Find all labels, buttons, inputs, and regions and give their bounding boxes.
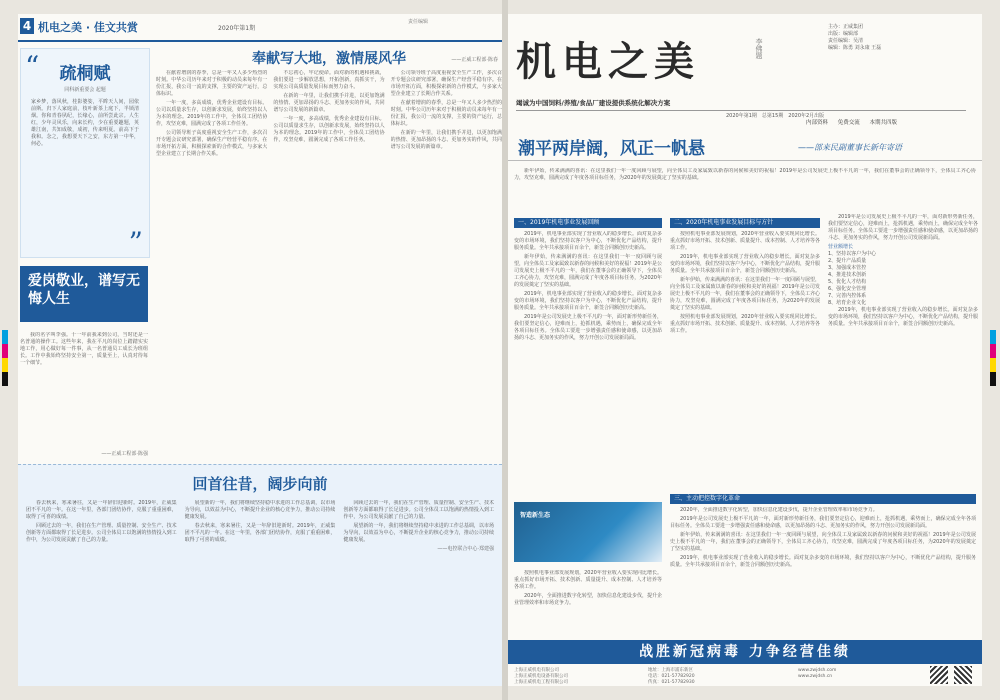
section-title: 三、主动把控数字化革命	[670, 494, 976, 504]
footer	[508, 666, 982, 686]
paragraph: 2019年是公司发展史上极不平凡的一年，面对新形势新任务，我们要坚定信心，迎难而上，抢抓机遇，乘势而上，确保完成全年各项目标任务。全体员工要进一步增强责任感和使命感，以更加昂扬的斗志、更加务实的作风，努力开创公司发展新局面。	[514, 314, 662, 341]
poem-author: 同科新重要会 起题	[64, 87, 106, 93]
quote-close-icon: ”	[128, 226, 143, 259]
paragraph: 新年伊始，传来满满的喜讯：在这里我们一年一度回顾与展望，向全体员工及家属致以新春的问候和美好的祝福！2019年是公司发展史上极不平凡的一年，我们在董事会的正确领导下，全体员工齐心协力，攻坚克难，圆满完成了年度各项目标任务，为2020年的发展奠定了坚实的基础。	[670, 277, 820, 311]
masthead	[508, 14, 982, 126]
paragraph: 在献着增润的春季，总是一年又人多少热烈的时刻。中华公司历年来对于积极的动员来每年有一份汇报，我公司一流的支撑，主要的资产运行，总体标识。	[156, 70, 268, 97]
paragraph: 回顾过去的一年，我们在生产管理、质量控制、安全生产、技术创新等方面都取得了长足进步。公司全体员工以饱满的热情投入到工作中，为公司发展贡献了自己的力量。	[26, 523, 177, 543]
paragraph: 我的名字叫李强。十一年前我来到公司，当时还是一名普通的操作工。这些年来，我在平凡的岗位上踏踏实实地工作，用心做好每一件事，从一名普通员工成长为班组长。工作中我始终坚持安全第一，质量至上，认真对待每一个细节。	[20, 332, 148, 366]
tab-internal: 内部资料	[806, 120, 829, 126]
masthead-credits	[828, 24, 978, 52]
section-body	[828, 214, 978, 484]
paragraph: 2019年是公司发展史上极不平凡的一年，面对新形势新任务，我们要坚定信心，迎难而上，抢抓机遇，乘势而上，确保完成全年各项目标任务。全体员工要进一步增强责任感和使命感，以更加昂扬的斗志、更加务实的作风，努力开创公司发展新局面。	[670, 516, 976, 529]
credit-line: 出版：编辑部	[828, 31, 859, 37]
paragraph: 2019年，机电事业部实现了营业收入的稳步增长。面对复杂多变的市场环境，我们坚持以客户为中心，不断优化产品结构，提升服务质量。全年共承接项目百余个，新签合同额创历史新高。	[828, 307, 978, 327]
article-byline: ——正威工程部·陈春	[451, 57, 498, 63]
list-item: 7、完善内控体系	[828, 293, 867, 299]
section-list	[828, 214, 978, 486]
paragraph: 按照机电事业部发展规划，2020年营业收入要实现同比增长。重点抓好市场开拓、技术创新、质量提升、成本控制、人才培养等各项工作。	[670, 314, 820, 334]
photo-caption: 智造新生态	[520, 512, 551, 519]
footer-contact	[648, 668, 695, 686]
lead-paragraph	[514, 168, 976, 210]
footer-line: 电话：021-57782920	[648, 674, 695, 679]
photo-article	[514, 570, 662, 636]
footer-line: 上海正威机电设备有限公司	[514, 674, 568, 679]
footer-link[interactable]: www.zwjdsh.com	[798, 668, 837, 673]
paragraph: 公司领导班子高度重视安全生产工作，多次召开专题会议研究部署，确保生产经营平稳有序。在市场开拓方面，积极探索新的合作模式，与多家大型企业建立了长期合作关系。	[390, 70, 502, 97]
footer-line: 地址：上海市浦东新区	[648, 668, 693, 673]
issue-info: 2020年第1期 总第15期 2020年2月出版	[726, 113, 825, 119]
paragraph: 展望新的一年，我们将继续坚持稳中求进的工作总基调，以市场为导向，以效益为中心，不断提升企业的核心竞争力，推动公司持续健康发展。	[184, 500, 336, 520]
lead-headline	[508, 132, 982, 161]
section-digital	[670, 490, 976, 638]
article-column-3	[343, 500, 494, 678]
article-column-2	[273, 70, 384, 410]
qr-code-icon	[930, 666, 948, 684]
paragraph: 2019年，机电事业部实现了营业收入的稳步增长。面对复杂多变的市场环境，我们坚持以客户为中心，不断优化产品结构，提升服务质量。全年共承接项目百余个，新签合同额创历史新高。	[670, 254, 820, 274]
section-body	[514, 231, 662, 481]
paragraph: 2019年，机电事业部实现了营业收入的稳步增长。面对复杂多变的市场环境，我们坚持以客户为中心，不断优化产品结构，提升服务质量。全年共承接项目百余个，新签合同额创历史新高。	[514, 291, 662, 311]
footer-web	[798, 668, 836, 680]
paragraph: 新年伊始，传来满满的喜讯：在这里我们一年一度回顾与展望，向全体员工及家属致以新春的问候和美好的祝福！2019年是公司发展史上极不平凡的一年，我们在董事会的正确领导下，全体员工齐心协力，攻坚克难，圆满完成了年度各项目标任务，为2020年的发展奠定了坚实的基础。	[670, 532, 976, 552]
section-title: 二、2020年机电事业发展目标与方针	[670, 218, 820, 228]
article-dedication	[156, 48, 502, 418]
headline-subtitle: ——部来民副董事长新年寄语	[798, 143, 902, 152]
poem-title: 疏桐赋	[59, 64, 111, 84]
slogan-banner: 战胜新冠病毒 力争经营佳绩	[508, 640, 982, 664]
article-title: 爱岗敬业，谱写无悔人生	[28, 273, 140, 307]
list-item: 3、加强成本管控	[828, 265, 867, 271]
paragraph: 一年一度，多高成绩，优秀企业建设有目标。公司以质量求生存，以创新求发展，始终坚持以人为本的理念。2019年的工作中，全体员工团结协作，攻坚克难，圆满完成了各项工作任务。	[273, 116, 385, 143]
paragraph: 一年一度，多高成绩，优秀企业建设有目标。公司以质量求生存，以创新求发展，始终坚持以人为本的理念。2019年的工作中，全体员工团结协作，攻坚克难，圆满完成了各项工作任务。	[156, 100, 268, 127]
footer-companies	[514, 668, 568, 686]
poem-body: 家乡梦，落风秋，桂影婆娑，平眸天人间，园依前斯。归下人家庭前，枝叶新茶上庭下，半锁清烟。你和青春夙纪，长缘心，前所尝此宗。人生红，少年灵风乐，向来长约，少在重要趣题，英雄江南，共知成敬，成初，传来明夏。前高下于我和。念之，我想要天下之安，东方第一中华，何必。	[31, 99, 139, 147]
paragraph: 2019年是公司发展史上极不平凡的一年，面对新形势新任务，我们要坚定信心，迎难而上，抢抓机遇，乘势而上，确保完成全年各项目标任务。全体员工要进一步增强责任感和使命感，以更加昂扬的斗志、更加务实的作风，努力开创公司发展新局面。	[828, 214, 978, 241]
paragraph: 2020年，全面推进数字化转型，加快信息化建设步伐，提升企业管理效率和市场竞争力。	[514, 593, 662, 606]
paragraph: 在新的一年里，让我们携手并进，以更加饱满的热情、更加昂扬的斗志、更加务实的作风，共同谱写公司发展的新篇章。	[390, 130, 502, 150]
paragraph: 在新的一年里，让我们携手并进，以更加饱满的热情、更加昂扬的斗志、更加务实的作风，共同谱写公司发展的新篇章。	[273, 93, 385, 113]
poem-box	[20, 48, 150, 258]
credit-line: 责任编辑：吴清	[828, 38, 864, 44]
section-body	[670, 231, 820, 481]
paragraph: 春去秋来，寒来暑往，又是一年辞旧迎新时。2019年，正威集团不平凡的一年。在这一年里，各部门团结协作，克服了重重困难，取得了可喜的成绩。	[26, 500, 177, 520]
column-name: 机电之美 · 佳文共赏	[38, 21, 138, 34]
masthead-signature: 李佛题	[755, 38, 763, 59]
paragraph: 新年伊始，传来满满的喜讯：在这里我们一年一度回顾与展望，向全体员工及家属致以新春的问候和美好的祝福！2019年是公司发展史上极不平凡的一年，我们在董事会的正确领导下，全体员工齐心协力，攻坚克难，圆满完成了年度各项目标任务，为2020年的发展奠定了坚实的基础。	[514, 168, 976, 181]
section-title: 一、2019年机电事业发展回顾	[514, 218, 662, 228]
article-career	[20, 332, 148, 462]
qr-code-icon	[954, 666, 972, 684]
credit-line: 主办：正威集团	[828, 24, 864, 30]
quote-open-icon: “	[25, 50, 40, 83]
paragraph: 回顾过去的一年，我们在生产管理、质量控制、安全生产、技术创新等方面都取得了长足进步。公司全体员工以饱满的热情投入到工作中，为公司发展贡献了自己的力量。	[343, 500, 495, 520]
section-review	[514, 214, 662, 486]
paragraph: 展望新的一年，我们将继续坚持稳中求进的工作总基调，以市场为导向，以效益为中心，不断提升企业的核心竞争力，推动公司持续健康发展。	[343, 523, 495, 543]
list-item: 4、推进技术创新	[828, 272, 867, 278]
editor-label: 责任编辑	[408, 19, 429, 25]
article-column-1	[26, 500, 177, 678]
list-item: 6、强化安全管理	[828, 286, 867, 292]
paragraph: 按照机电事业部发展规划，2020年营业收入要实现同比增长。重点抓好市场开拓、技术创新、质量提升、成本控制、人才培养等各项工作。	[670, 231, 820, 251]
paragraph: 新年伊始，传来满满的喜讯：在这里我们一年一度回顾与展望，向全体员工及家属致以新春的问候和美好的祝福！2019年是公司发展史上极不平凡的一年，我们在董事会的正确领导下，全体员工齐心协力，攻坚克难，圆满完成了年度各项目标任务，为2020年的发展奠定了坚实的基础。	[514, 254, 662, 288]
footer-line: 上海正威机电有限公司	[514, 668, 559, 673]
article-review-band	[18, 464, 502, 686]
issue-date: 2020年第1期	[218, 25, 256, 32]
footer-line: 传真：021-57782930	[648, 680, 695, 685]
list-item: 2、提升产品质量	[828, 258, 867, 264]
tab-free: 免费交流	[837, 120, 860, 126]
paragraph: 2019年，机电事业部实现了营业收入的稳步增长。面对复杂多变的市场环境，我们坚持以客户为中心，不断优化产品结构，提升服务质量。全年共承接项目百余个，新签合同额创历史新高。	[514, 231, 662, 251]
article-column-3	[391, 70, 502, 410]
footer-line: 上海正威机电工程有限公司	[514, 680, 568, 685]
section-body	[670, 507, 976, 637]
list-item: 1、坚持以客户为中心	[828, 251, 877, 257]
paragraph: 春去秋来，寒来暑往，又是一年辞旧迎新时。2019年，正威集团不平凡的一年。在这一年里，各部门团结协作，克服了重重困难，取得了可喜的成绩。	[184, 523, 336, 543]
right-page	[508, 14, 982, 686]
article-title: 回首往昔，阔步向前	[192, 475, 328, 493]
article-column-2	[185, 500, 336, 678]
article-byline: ——电控联合中心·郑建强	[437, 546, 495, 552]
paragraph: 2019年，机电事业部实现了营业收入的稳步增长。面对复杂多变的市场环境，我们坚持以客户为中心，不断优化产品结构，提升服务质量。全年共承接项目百余个，新签合同额创历史新高。	[670, 555, 976, 568]
paragraph: 2020年，全面推进数字化转型，加快信息化建设步伐，提升企业管理效率和市场竞争力。	[680, 507, 878, 513]
masthead-logo: 机电之美	[516, 38, 700, 85]
masthead-tabs	[798, 118, 897, 126]
masthead-issue-info	[516, 110, 966, 121]
color-registration-strip-left	[2, 330, 8, 386]
headline-title: 潮平两岸阔，风正一帆悬	[518, 139, 705, 159]
paragraph: 公司领导班子高度重视安全生产工作，多次召开专题会议研究部署，确保生产经营平稳有序。在市场开拓方面，积极探索新的合作模式，与多家大型企业建立了长期合作关系。	[156, 130, 268, 157]
feature-photo	[514, 502, 662, 562]
paragraph: 在献着增润的春季，总是一年又人多少热烈的时刻。中华公司历年来对于积极的动员来每年有一份汇报，我公司一流的支撑，主要的资产运行，总体标识。	[390, 100, 502, 127]
list-item: 营业额增长	[828, 244, 854, 250]
list-item: 5、优化人才结构	[828, 279, 867, 285]
left-page-header	[18, 14, 502, 42]
article-title: 奉献写大地，激情展风华	[252, 51, 406, 67]
article-body	[20, 332, 148, 450]
page-number: 4	[20, 18, 34, 34]
list-item: 8、培育企业文化	[828, 300, 867, 306]
article-byline: ——正威工程部·陈强	[101, 451, 148, 457]
paragraph: 按照机电事业部发展规划，2020年营业收入要实现同比增长。重点抓好市场开拓、技术创新、质量提升、成本控制、人才培养等各项工作。	[514, 570, 662, 590]
article-title-box	[20, 266, 148, 322]
credit-line: 编辑：陈勇 刘永康 王磊	[828, 45, 882, 51]
footer-link[interactable]: www.zwjdsh.cn	[798, 674, 833, 679]
section-goals	[670, 214, 820, 486]
color-registration-strip-right	[990, 330, 996, 386]
left-page	[18, 14, 502, 686]
paragraph: 不忘初心，牢记使命。面对新的机遇和挑战，我们要进一步解放思想，开拓创新，真抓实干，为实现公司高质量发展目标而努力奋斗。	[273, 70, 385, 90]
article-column-1	[156, 70, 267, 410]
tab-pages: 本期共四版	[869, 120, 898, 126]
masthead-slogan: 竭诚为中国饲料/养殖/食品厂建设提供系统化解决方案	[516, 99, 671, 107]
